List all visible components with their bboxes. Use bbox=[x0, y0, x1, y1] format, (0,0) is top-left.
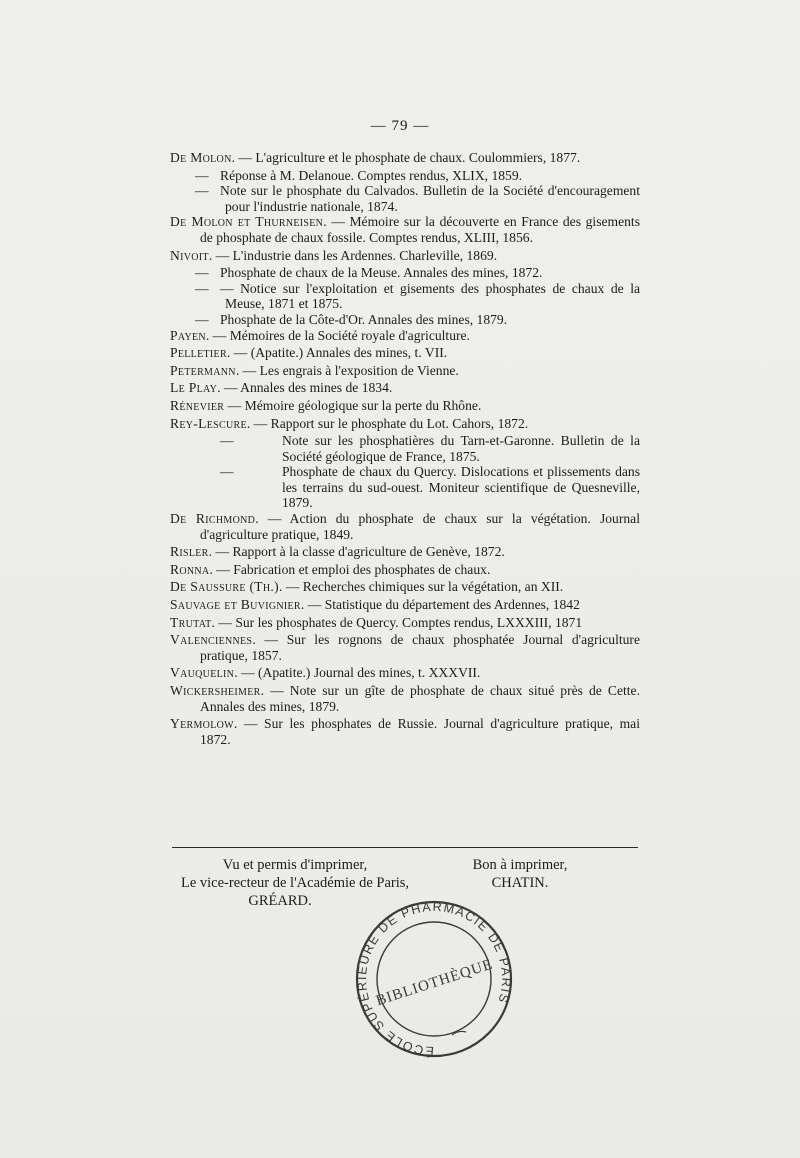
bib-author: Sauvage et Buvignier bbox=[170, 597, 301, 613]
bib-sub-entry bbox=[170, 464, 640, 511]
bib-text: . — Rapport à la classe d'agriculture de Genève, 1872. bbox=[208, 544, 505, 560]
imprimatur-president bbox=[455, 856, 585, 892]
bib-author: Ronna bbox=[170, 561, 210, 577]
bib-author: Trutat bbox=[170, 614, 212, 630]
bib-text: . — Sur les phosphates de Quercy. Comptes rendus, LXXXIII, 1871 bbox=[211, 614, 583, 630]
bib-author: De Saussure (Th.) bbox=[170, 579, 279, 595]
imprimatur-left-line2: Le vice-recteur de l'Académie de Paris, bbox=[180, 875, 410, 891]
bib-text: Phosphate de la Côte-d'Or. Annales des mines, 1879. bbox=[220, 311, 508, 327]
bib-entry bbox=[170, 416, 640, 432]
bib-entry bbox=[170, 579, 640, 595]
bib-text: . — L'agriculture et le phosphate de chaux. Coulommiers, 1877. bbox=[231, 150, 581, 165]
bib-text: . — Sur les rognons de chaux phosphatée Journal d'agriculture pratique, 1857. bbox=[200, 632, 640, 663]
bib-author: Nivoit bbox=[170, 247, 209, 263]
bib-text: . — Fabrication et emploi des phosphates de chaux. bbox=[209, 561, 491, 577]
bib-text: Phosphate de chaux du Quercy. Dislocations et plissements dans les terrains du sud-ouest. Moniteur scientifique de Quesneville, 1879. bbox=[282, 464, 640, 511]
bib-sub-entry bbox=[170, 312, 640, 328]
bib-text: . — (Apatite.) Annales des mines, t. VII. bbox=[226, 345, 448, 361]
bib-text: . — Les engrais à l'exposition de Vienne. bbox=[235, 362, 459, 378]
bib-entry bbox=[170, 398, 640, 414]
bib-entry bbox=[170, 597, 640, 613]
bib-dash: — bbox=[195, 167, 209, 183]
bibliography-list bbox=[170, 150, 640, 749]
bib-author: Valenciennes bbox=[170, 632, 253, 648]
bib-text: . — Sur les phosphates de Russie. Journal d'agriculture pratique, mai 1872. bbox=[200, 716, 640, 747]
page-number: — 79 — bbox=[370, 118, 430, 134]
bib-text: . — (Apatite.) Journal des mines, t. XXXVII. bbox=[234, 665, 481, 681]
bib-text: . — Statistique du département des Ardennes, 1842 bbox=[300, 597, 580, 613]
bib-sub-entry bbox=[170, 183, 640, 214]
bib-entry bbox=[170, 511, 640, 542]
bib-text: . — Annales des mines de 1834. bbox=[217, 380, 393, 396]
bib-text: — Mémoire géologique sur la perte du Rhône. bbox=[224, 397, 482, 413]
bib-dash: — bbox=[195, 280, 209, 296]
bib-dash: — bbox=[195, 183, 209, 199]
stamp-inner-text: BIBLIOTHÈQUE bbox=[374, 956, 496, 1010]
bib-text: Réponse à M. Delanoue. Comptes rendus, XLIX, 1859. bbox=[220, 167, 523, 183]
bib-author: Petermann bbox=[170, 362, 236, 378]
bib-dash: — bbox=[220, 433, 234, 449]
imprimatur-left-line1: Vu et permis d'imprimer, bbox=[222, 857, 368, 873]
bib-text: Phosphate de chaux de la Meuse. Annales des mines, 1872. bbox=[220, 265, 543, 281]
bib-author: Rey-Lescure bbox=[170, 415, 247, 431]
bib-dash: — bbox=[195, 265, 209, 281]
bib-entry bbox=[170, 562, 640, 578]
bib-author: De Molon et Thurneisen bbox=[170, 214, 324, 230]
bib-entry bbox=[170, 363, 640, 379]
library-stamp bbox=[352, 895, 517, 1060]
bib-entry bbox=[170, 665, 640, 681]
bib-text: — Notice sur l'exploitation et gisements des phosphates de chaux de la Meuse, 1871 et 1875. bbox=[220, 280, 640, 312]
bib-sub-entry bbox=[170, 168, 640, 184]
bib-entry bbox=[170, 150, 640, 166]
bib-text: . — L'industrie dans les Ardennes. Charleville, 1869. bbox=[208, 247, 498, 263]
bib-author: Payen bbox=[170, 327, 206, 343]
bib-author: De Richmond bbox=[170, 511, 256, 527]
bib-sub-entry bbox=[170, 265, 640, 281]
bib-author: Le Play bbox=[170, 380, 218, 396]
bib-text: . — Mémoires de la Société royale d'agriculture. bbox=[205, 327, 470, 343]
bib-author: Pelletier bbox=[170, 345, 227, 361]
imprimatur-right-line2: CHATIN. bbox=[491, 875, 549, 891]
bib-text: . — Mémoire sur la découverte en France des gisements de phosphate de chaux fossile. Comptes rendus, XLIII, 1856. bbox=[200, 214, 640, 245]
bib-text: . — Recherches chimiques sur la végétation, an XII. bbox=[278, 579, 564, 595]
bib-entry bbox=[170, 345, 640, 361]
bib-dash: — bbox=[195, 311, 209, 327]
bib-author: Wickersheimer bbox=[170, 683, 261, 698]
bib-author: De Molon bbox=[170, 150, 232, 165]
bib-author: Risler bbox=[170, 544, 209, 560]
bib-entry bbox=[170, 632, 640, 663]
bib-text: Note sur le phosphate du Calvados. Bulletin de la Société d'encouragement pour l'industrie nationale, 1874. bbox=[220, 183, 640, 214]
bib-entry bbox=[170, 380, 640, 396]
bib-text: Note sur les phosphatières du Tarn-et-Garonne. Bulletin de la Société géologique de France, 1875. bbox=[282, 433, 640, 464]
bib-dash: — bbox=[220, 464, 234, 480]
bib-author: Vauquelin bbox=[170, 665, 235, 681]
bib-author: Yermolow bbox=[170, 716, 234, 732]
bib-author: Rénevier bbox=[170, 397, 225, 413]
bib-text: . — Note sur un gîte de phosphate de chaux situé près de Cette. Annales des mines, 1879. bbox=[200, 683, 640, 714]
bib-entry bbox=[170, 214, 640, 245]
stamp-outer-text: ÉCOLE SUPÉRIEURE DE PHARMACIE DE PARIS bbox=[354, 899, 514, 1059]
bib-text: . — Action du phosphate de chaux sur la végétation. Journal d'agriculture pratique, 1849. bbox=[200, 511, 640, 542]
imprimatur-right-line1: Bon à imprimer, bbox=[472, 857, 568, 873]
bib-entry bbox=[170, 544, 640, 560]
bib-entry bbox=[170, 615, 640, 631]
bib-entry bbox=[170, 683, 640, 714]
horizontal-rule bbox=[172, 847, 638, 848]
bib-entry bbox=[170, 248, 640, 264]
bib-sub-entry bbox=[170, 433, 640, 464]
bib-entry bbox=[170, 328, 640, 344]
imprimatur-left-line3: GRÉARD. bbox=[248, 893, 312, 909]
bib-entry bbox=[170, 716, 640, 747]
bib-text: . — Rapport sur le phosphate du Lot. Cahors, 1872. bbox=[246, 415, 529, 431]
bib-sub-entry bbox=[170, 281, 640, 312]
